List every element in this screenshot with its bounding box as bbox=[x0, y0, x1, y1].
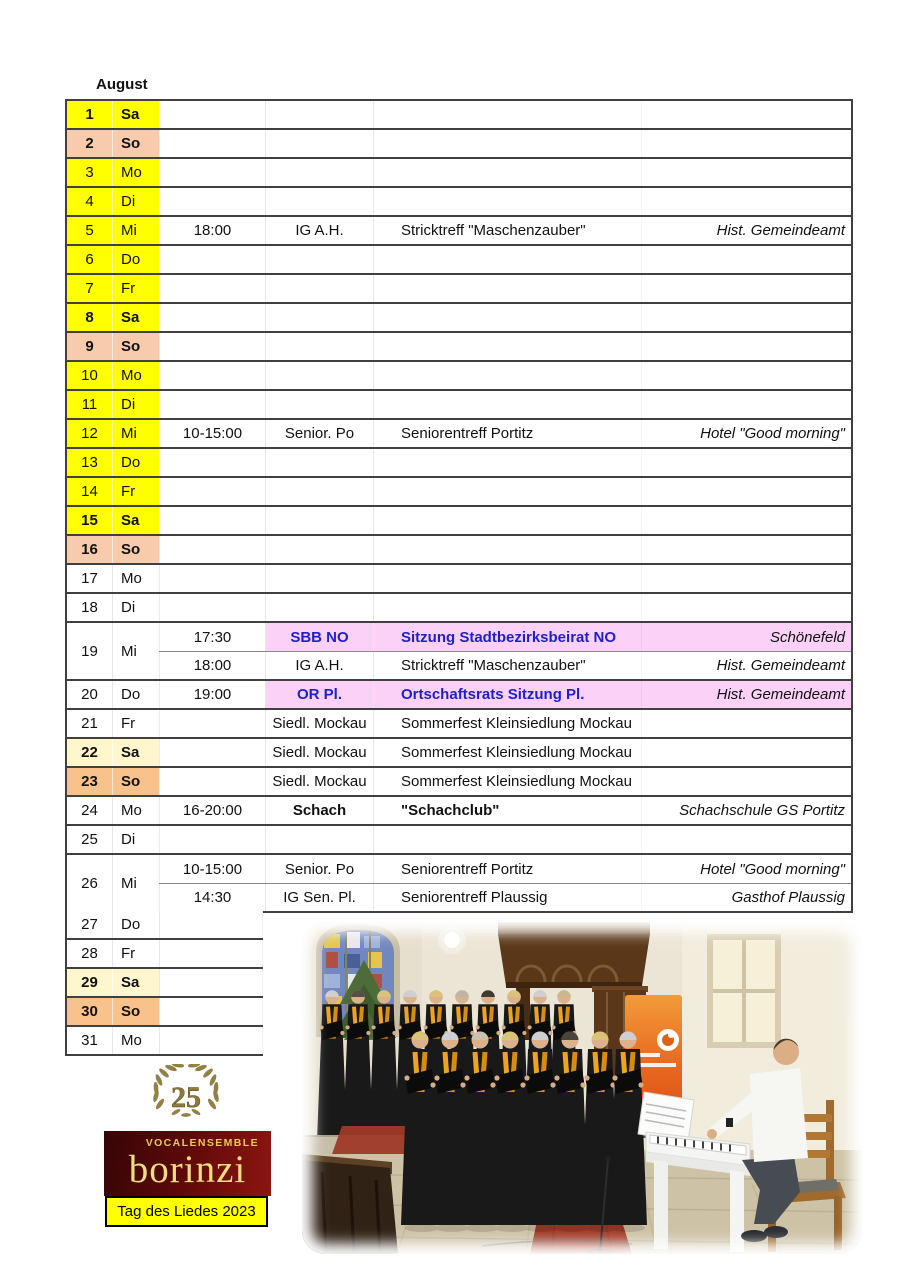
event-cells bbox=[159, 797, 851, 824]
day-number: 3 bbox=[67, 159, 112, 186]
event-cells bbox=[159, 420, 851, 447]
event-place bbox=[641, 826, 851, 853]
event-description: Stricktreff "Maschenzauber" bbox=[373, 217, 641, 244]
event-place: Hist. Gemeindeamt bbox=[641, 681, 851, 708]
event-description: Seniorentreff Portitz bbox=[373, 420, 641, 447]
day-name: Di bbox=[112, 594, 159, 621]
event-organizer bbox=[265, 130, 373, 157]
event-details bbox=[265, 536, 851, 563]
event-place bbox=[641, 188, 851, 215]
event-cells bbox=[159, 159, 851, 186]
day-number: 31 bbox=[81, 1032, 98, 1049]
event-organizer bbox=[265, 333, 373, 360]
borinzi-logo bbox=[104, 1131, 271, 1196]
ensemble-name: borinzi bbox=[128, 1148, 247, 1191]
day-name: Fr bbox=[112, 478, 159, 505]
event-organizer bbox=[265, 826, 373, 853]
event-time bbox=[159, 246, 265, 273]
event-details bbox=[265, 478, 851, 505]
day-name: Do bbox=[112, 449, 159, 476]
event-organizer bbox=[265, 246, 373, 273]
day-number: 5 bbox=[67, 217, 112, 244]
event-description bbox=[373, 333, 641, 360]
event-cells bbox=[159, 768, 851, 795]
calendar-day-row-1 bbox=[67, 101, 851, 130]
calendar-day-row-30 bbox=[67, 998, 263, 1027]
day-name: Sa bbox=[112, 101, 159, 128]
event-details bbox=[265, 652, 851, 679]
event-subrow bbox=[159, 652, 851, 679]
event-cells bbox=[159, 188, 851, 215]
event-place bbox=[641, 159, 851, 186]
event-details bbox=[265, 188, 851, 215]
event-time bbox=[159, 275, 265, 302]
day-number: 23 bbox=[67, 768, 112, 795]
day-number: 4 bbox=[67, 188, 112, 215]
event-place bbox=[641, 536, 851, 563]
event-cells bbox=[159, 478, 851, 505]
calendar-day-row-19 bbox=[67, 623, 851, 681]
event-place bbox=[641, 275, 851, 302]
calendar-day-row-15 bbox=[67, 507, 851, 536]
event-time bbox=[159, 188, 265, 215]
event-time: 18:00 bbox=[159, 652, 265, 679]
event-details bbox=[265, 797, 851, 824]
event-description bbox=[373, 101, 641, 128]
calendar-day-row-8 bbox=[67, 304, 851, 333]
event-organizer bbox=[265, 188, 373, 215]
event-cells bbox=[159, 333, 851, 360]
event-organizer bbox=[265, 304, 373, 331]
event-place: Gasthof Plaussig bbox=[641, 884, 851, 911]
calendar-day-row-28 bbox=[67, 940, 263, 969]
day-number: 27 bbox=[81, 916, 98, 933]
event-time: 17:30 bbox=[159, 623, 265, 651]
empty-cell bbox=[159, 940, 263, 967]
event-organizer bbox=[265, 536, 373, 563]
day-number: 21 bbox=[81, 715, 98, 732]
day-name: So bbox=[112, 333, 159, 360]
event-description bbox=[373, 478, 641, 505]
calendar-day-row-21 bbox=[67, 710, 851, 739]
calendar-day-row-16 bbox=[67, 536, 851, 565]
event-subrow bbox=[159, 623, 851, 652]
event-time bbox=[159, 507, 265, 534]
day-number: 8 bbox=[67, 304, 112, 331]
event-details bbox=[265, 362, 851, 389]
event-time bbox=[159, 130, 265, 157]
event-place: Hist. Gemeindeamt bbox=[641, 652, 851, 679]
calendar-day-row-25 bbox=[67, 826, 851, 855]
calendar-day-row-5 bbox=[67, 217, 851, 246]
event-place: Schönefeld bbox=[641, 623, 851, 651]
event-subrows bbox=[159, 623, 851, 679]
event-details bbox=[265, 420, 851, 447]
anniversary-25-wreath bbox=[150, 1064, 222, 1126]
event-place bbox=[641, 304, 851, 331]
event-organizer bbox=[265, 565, 373, 592]
calendar-day-row-20 bbox=[67, 681, 851, 710]
day-name: Mi bbox=[112, 217, 159, 244]
day-number: 19 bbox=[81, 642, 98, 660]
event-description bbox=[373, 188, 641, 215]
event-organizer: SBB NO bbox=[265, 623, 373, 651]
day-name: Fr bbox=[112, 710, 159, 737]
event-place bbox=[641, 594, 851, 621]
event-organizer bbox=[265, 275, 373, 302]
day-name: So bbox=[112, 536, 159, 563]
event-description bbox=[373, 304, 641, 331]
event-place bbox=[641, 710, 851, 737]
calendar-day-row-11 bbox=[67, 391, 851, 420]
event-description bbox=[373, 449, 641, 476]
event-description: Ortschaftsrats Sitzung Pl. bbox=[373, 681, 641, 708]
day-number: 2 bbox=[67, 130, 112, 157]
event-details bbox=[265, 130, 851, 157]
event-details bbox=[265, 333, 851, 360]
event-place bbox=[641, 507, 851, 534]
event-organizer: IG A.H. bbox=[265, 217, 373, 244]
day-number: 24 bbox=[81, 802, 98, 819]
day-number: 12 bbox=[67, 420, 112, 447]
event-details bbox=[265, 507, 851, 534]
calendar-table-main bbox=[65, 99, 853, 913]
event-place: Schachschule GS Portitz bbox=[641, 797, 851, 824]
calendar-day-row-2 bbox=[67, 130, 851, 159]
day-number: 11 bbox=[67, 391, 112, 418]
event-cells bbox=[159, 304, 851, 331]
anniversary-number: 25 bbox=[171, 1081, 201, 1114]
calendar-day-row-6 bbox=[67, 246, 851, 275]
event-organizer bbox=[265, 594, 373, 621]
event-place: Hotel "Good morning" bbox=[641, 420, 851, 447]
event-time bbox=[159, 304, 265, 331]
day-name: Do bbox=[112, 681, 159, 708]
day-name: Mi bbox=[112, 623, 159, 679]
event-subrow bbox=[159, 855, 851, 884]
event-details bbox=[265, 275, 851, 302]
event-details bbox=[265, 304, 851, 331]
day-number: 22 bbox=[67, 739, 112, 766]
day-name: Mo bbox=[112, 362, 159, 389]
calendar-day-row-22 bbox=[67, 739, 851, 768]
calendar-day-row-3 bbox=[67, 159, 851, 188]
event-description bbox=[373, 130, 641, 157]
day-name: So bbox=[112, 130, 159, 157]
day-number: 16 bbox=[67, 536, 112, 563]
event-place bbox=[641, 478, 851, 505]
calendar-day-row-29 bbox=[67, 969, 263, 998]
tag-des-liedes-banner: Tag des Liedes 2023 bbox=[105, 1196, 268, 1227]
event-organizer bbox=[265, 507, 373, 534]
event-organizer: Siedl. Mockau bbox=[265, 710, 373, 737]
event-time bbox=[159, 391, 265, 418]
event-time bbox=[159, 449, 265, 476]
day-name: Mo bbox=[112, 1027, 159, 1054]
day-name: Do bbox=[112, 246, 159, 273]
event-description bbox=[373, 594, 641, 621]
event-organizer: OR Pl. bbox=[265, 681, 373, 708]
day-number: 6 bbox=[67, 246, 112, 273]
calendar-table-narrow bbox=[65, 911, 263, 1056]
side-window bbox=[707, 934, 781, 1048]
day-number: 26 bbox=[81, 874, 98, 892]
event-time: 18:00 bbox=[159, 217, 265, 244]
calendar-day-row-26 bbox=[67, 855, 851, 913]
event-cells bbox=[159, 362, 851, 389]
event-organizer bbox=[265, 391, 373, 418]
event-details bbox=[265, 710, 851, 737]
event-details bbox=[265, 594, 851, 621]
event-place bbox=[641, 739, 851, 766]
event-details bbox=[265, 449, 851, 476]
calendar-day-row-9 bbox=[67, 333, 851, 362]
event-cells bbox=[159, 565, 851, 592]
empty-cell bbox=[159, 969, 263, 996]
empty-cell bbox=[159, 1027, 263, 1054]
event-time bbox=[159, 478, 265, 505]
day-number: 17 bbox=[81, 570, 98, 587]
event-details bbox=[265, 768, 851, 795]
event-time bbox=[159, 565, 265, 592]
calendar-day-row-12 bbox=[67, 420, 851, 449]
day-number: 14 bbox=[67, 478, 112, 505]
event-description: Seniorentreff Portitz bbox=[373, 855, 641, 883]
event-details bbox=[265, 855, 851, 883]
day-name: Mo bbox=[112, 159, 159, 186]
event-description bbox=[373, 362, 641, 389]
event-description bbox=[373, 246, 641, 273]
choir-photo-illustration bbox=[302, 922, 862, 1254]
calendar-day-row-10 bbox=[67, 362, 851, 391]
event-place bbox=[641, 333, 851, 360]
event-cells bbox=[159, 217, 851, 244]
event-time bbox=[159, 333, 265, 360]
calendar-day-row-24 bbox=[67, 797, 851, 826]
event-cells bbox=[159, 449, 851, 476]
event-time bbox=[159, 768, 265, 795]
event-time: 14:30 bbox=[159, 884, 265, 911]
event-time bbox=[159, 594, 265, 621]
day-name: Mo bbox=[112, 797, 159, 824]
event-subrows bbox=[159, 855, 851, 911]
event-place bbox=[641, 565, 851, 592]
month-title: August bbox=[96, 76, 148, 93]
event-organizer: Siedl. Mockau bbox=[265, 739, 373, 766]
event-cells bbox=[159, 101, 851, 128]
event-organizer bbox=[265, 449, 373, 476]
event-cells bbox=[159, 130, 851, 157]
event-organizer: Senior. Po bbox=[265, 855, 373, 883]
event-description: Sommerfest Kleinsiedlung Mockau bbox=[373, 710, 641, 737]
event-organizer: IG Sen. Pl. bbox=[265, 884, 373, 911]
ensemble-label: VOCALENSEMBLE bbox=[145, 1137, 259, 1149]
event-details bbox=[265, 217, 851, 244]
day-name: Fr bbox=[112, 940, 159, 967]
event-organizer bbox=[265, 362, 373, 389]
day-name: Sa bbox=[112, 739, 159, 766]
event-details bbox=[265, 246, 851, 273]
day-name: So bbox=[112, 998, 159, 1025]
calendar-day-row-14 bbox=[67, 478, 851, 507]
event-organizer bbox=[265, 478, 373, 505]
event-details bbox=[265, 681, 851, 708]
event-cells bbox=[159, 275, 851, 302]
day-number: 28 bbox=[81, 945, 98, 962]
day-number: 7 bbox=[67, 275, 112, 302]
event-description: "Schachclub" bbox=[373, 797, 641, 824]
choir-photo bbox=[302, 922, 862, 1254]
event-time bbox=[159, 159, 265, 186]
calendar-day-row-4 bbox=[67, 188, 851, 217]
empty-cell bbox=[159, 911, 263, 938]
event-place bbox=[641, 449, 851, 476]
calendar-day-row-31 bbox=[67, 1027, 263, 1056]
event-description: Stricktreff "Maschenzauber" bbox=[373, 652, 641, 679]
calendar-day-row-13 bbox=[67, 449, 851, 478]
event-time bbox=[159, 710, 265, 737]
day-name: Mi bbox=[112, 855, 159, 911]
event-place bbox=[641, 391, 851, 418]
event-subrow bbox=[159, 884, 851, 911]
day-name: Di bbox=[112, 188, 159, 215]
event-organizer bbox=[265, 159, 373, 186]
event-cells bbox=[159, 681, 851, 708]
empty-cell bbox=[159, 998, 263, 1025]
event-cells bbox=[159, 739, 851, 766]
event-organizer: Senior. Po bbox=[265, 420, 373, 447]
day-number: 30 bbox=[67, 998, 112, 1025]
day-name: Do bbox=[112, 911, 159, 938]
event-cells bbox=[159, 246, 851, 273]
day-number: 15 bbox=[67, 507, 112, 534]
event-time: 16-20:00 bbox=[159, 797, 265, 824]
calendar-day-row-23 bbox=[67, 768, 851, 797]
event-details bbox=[265, 623, 851, 651]
event-time: 10-15:00 bbox=[159, 855, 265, 883]
event-time bbox=[159, 101, 265, 128]
event-time bbox=[159, 826, 265, 853]
event-place: Hist. Gemeindeamt bbox=[641, 217, 851, 244]
calendar-day-row-18 bbox=[67, 594, 851, 623]
event-details bbox=[265, 826, 851, 853]
laurel-wreath-icon bbox=[150, 1064, 222, 1126]
event-details bbox=[265, 391, 851, 418]
day-name: Sa bbox=[112, 304, 159, 331]
event-place bbox=[641, 246, 851, 273]
day-number: 13 bbox=[67, 449, 112, 476]
event-description bbox=[373, 507, 641, 534]
day-number: 1 bbox=[67, 101, 112, 128]
event-cells bbox=[159, 536, 851, 563]
event-details bbox=[265, 159, 851, 186]
event-place: Hotel "Good morning" bbox=[641, 855, 851, 883]
day-name: Di bbox=[112, 826, 159, 853]
event-cells bbox=[159, 594, 851, 621]
event-description bbox=[373, 275, 641, 302]
event-time bbox=[159, 739, 265, 766]
day-number: 29 bbox=[67, 969, 112, 996]
event-place bbox=[641, 130, 851, 157]
event-cells bbox=[159, 826, 851, 853]
event-time bbox=[159, 536, 265, 563]
event-description: Sommerfest Kleinsiedlung Mockau bbox=[373, 768, 641, 795]
event-organizer bbox=[265, 101, 373, 128]
event-organizer: IG A.H. bbox=[265, 652, 373, 679]
day-name: Di bbox=[112, 391, 159, 418]
calendar-day-row-27 bbox=[67, 911, 263, 940]
day-name: Sa bbox=[112, 507, 159, 534]
event-cells bbox=[159, 710, 851, 737]
day-number: 18 bbox=[81, 599, 98, 616]
event-description: Seniorentreff Plaussig bbox=[373, 884, 641, 911]
event-time: 10-15:00 bbox=[159, 420, 265, 447]
day-name: Mi bbox=[112, 420, 159, 447]
day-name: Fr bbox=[112, 275, 159, 302]
day-number: 10 bbox=[67, 362, 112, 389]
event-cells bbox=[159, 391, 851, 418]
event-description bbox=[373, 826, 641, 853]
event-place bbox=[641, 101, 851, 128]
event-description bbox=[373, 391, 641, 418]
event-time: 19:00 bbox=[159, 681, 265, 708]
day-name: Mo bbox=[112, 565, 159, 592]
day-name: So bbox=[112, 768, 159, 795]
calendar-day-row-17 bbox=[67, 565, 851, 594]
event-details bbox=[265, 739, 851, 766]
event-description: Sommerfest Kleinsiedlung Mockau bbox=[373, 739, 641, 766]
day-number: 25 bbox=[81, 831, 98, 848]
event-organizer: Siedl. Mockau bbox=[265, 768, 373, 795]
event-description bbox=[373, 565, 641, 592]
day-number: 9 bbox=[67, 333, 112, 360]
calendar-day-row-7 bbox=[67, 275, 851, 304]
day-name: Sa bbox=[112, 969, 159, 996]
event-organizer: Schach bbox=[265, 797, 373, 824]
event-details bbox=[265, 565, 851, 592]
wooden-pew bbox=[302, 1154, 398, 1254]
event-place bbox=[641, 362, 851, 389]
day-number: 20 bbox=[81, 686, 98, 703]
event-description bbox=[373, 159, 641, 186]
event-time bbox=[159, 362, 265, 389]
event-details bbox=[265, 884, 851, 911]
event-description: Sitzung Stadtbezirksbeirat NO bbox=[373, 623, 641, 651]
event-description bbox=[373, 536, 641, 563]
event-place bbox=[641, 768, 851, 795]
event-cells bbox=[159, 507, 851, 534]
event-details bbox=[265, 101, 851, 128]
